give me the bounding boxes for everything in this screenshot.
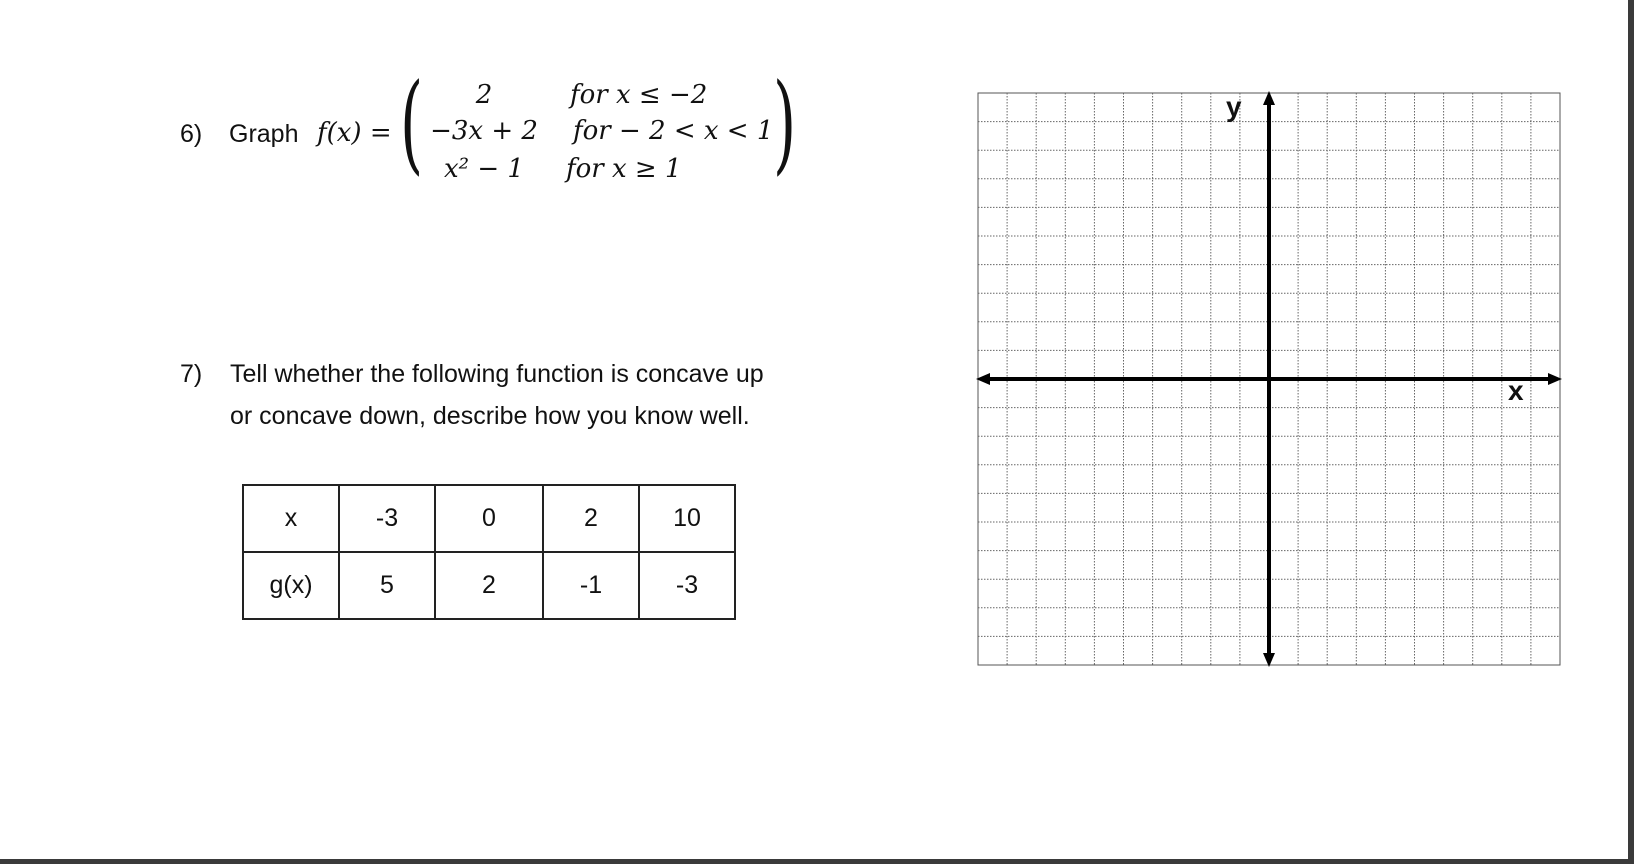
question-6	[180, 61, 820, 198]
question-6-prompt: Graph	[229, 120, 299, 148]
piece-3-condition: for x ≥ 1	[566, 154, 682, 184]
x-axis-label: x	[1508, 375, 1524, 406]
table-header-x: x	[243, 485, 339, 552]
coordinate-grid	[978, 93, 1560, 665]
table-header-gx: g(x)	[243, 552, 339, 619]
table-cell: 2	[435, 552, 543, 619]
table-cell: 0	[435, 485, 543, 552]
piece-2-expression: −3x + 2	[430, 116, 538, 146]
table-cell: 2	[543, 485, 639, 552]
grid-svg	[978, 93, 1560, 665]
left-brace: (	[400, 61, 424, 186]
y-axis-label: y	[1226, 91, 1242, 122]
table-cell: -1	[543, 552, 639, 619]
right-brace: )	[773, 61, 797, 186]
table-cell: -3	[339, 485, 435, 552]
piece-3-expression: x² − 1	[444, 154, 524, 184]
piece-1-expression: 2	[475, 80, 493, 110]
table-cell: 10	[639, 485, 735, 552]
question-7-number: 7)	[180, 360, 203, 388]
function-name: f(x) =	[317, 118, 392, 148]
page-edge-right	[1628, 0, 1634, 864]
piece-2-condition: for − 2 < x < 1	[573, 116, 774, 146]
question-7-line-1: Tell whether the following function is concave up	[230, 360, 764, 388]
piece-1-condition: for x ≤ −2	[570, 80, 708, 110]
question-7-line-2: or concave down, describe how you know well.	[230, 402, 750, 430]
table-cell: -3	[639, 552, 735, 619]
table-row-gx	[243, 552, 735, 619]
question-6-number: 6)	[180, 120, 203, 148]
values-table	[242, 484, 736, 620]
table-row-x	[243, 485, 735, 552]
page-edge-bottom	[0, 859, 1634, 864]
table-cell: 5	[339, 552, 435, 619]
